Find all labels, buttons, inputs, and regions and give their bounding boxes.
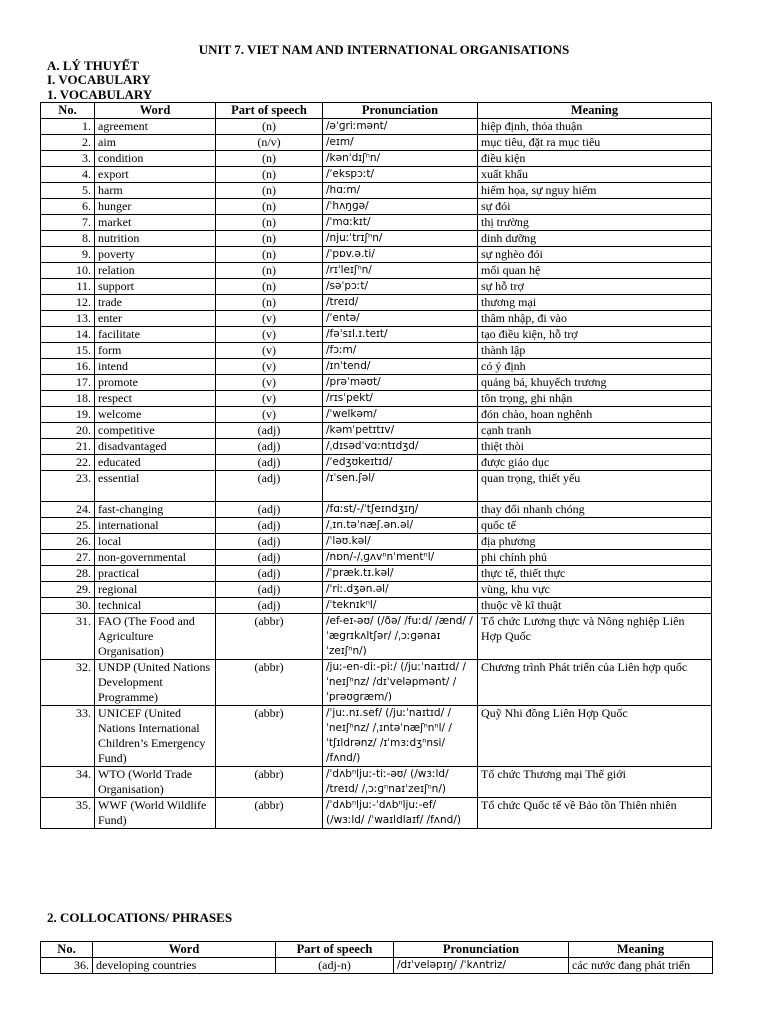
table-row: [41, 263, 712, 279]
word-cell: educated: [95, 455, 216, 471]
pronunciation-cell: /rɪsˈpekt/: [323, 391, 478, 407]
table-row: [41, 199, 712, 215]
pronunciation-cell: /ˈwelkəm/: [323, 407, 478, 423]
part-of-speech-cell: (adj): [216, 471, 323, 502]
pronunciation-cell: /eɪm/: [323, 135, 478, 151]
meaning-cell: sự hỗ trợ: [478, 279, 712, 295]
meaning-cell: có ý định: [478, 359, 712, 375]
header-no: No.: [41, 103, 95, 119]
word-cell: welcome: [95, 407, 216, 423]
meaning-cell: sự nghèo đói: [478, 247, 712, 263]
meaning-cell: xuất khẩu: [478, 167, 712, 183]
header-no: No.: [41, 942, 93, 958]
header-meaning: Meaning: [569, 942, 713, 958]
part-of-speech-cell: (adj): [216, 534, 323, 550]
meaning-cell: thực tế, thiết thực: [478, 566, 712, 582]
table-row: [41, 423, 712, 439]
row-number: 1.: [41, 119, 95, 135]
part-of-speech-cell: (abbr): [216, 767, 323, 798]
part-of-speech-cell: (v): [216, 311, 323, 327]
meaning-cell: thâm nhập, đi vào: [478, 311, 712, 327]
pronunciation-cell: /ˈləʊ.kəl/: [323, 534, 478, 550]
table-row: [41, 660, 712, 706]
meaning-cell: thuộc về kĩ thuật: [478, 598, 712, 614]
table-row: [41, 439, 712, 455]
row-number: 15.: [41, 343, 95, 359]
meaning-cell: hiệp định, thỏa thuận: [478, 119, 712, 135]
part-of-speech-cell: (adj): [216, 518, 323, 534]
pronunciation-cell: /dɪˈveləpɪŋ/ /ˈkʌntriz/: [394, 958, 569, 974]
pronunciation-cell: /ˈpræk.tɪ.kəl/: [323, 566, 478, 582]
row-number: 3.: [41, 151, 95, 167]
part-of-speech-cell: (n): [216, 215, 323, 231]
part-of-speech-cell: (adj): [216, 423, 323, 439]
table-row: [41, 343, 712, 359]
header-part-of-speech: Part of speech: [276, 942, 394, 958]
meaning-cell: tạo điều kiện, hỗ trợ: [478, 327, 712, 343]
word-cell: promote: [95, 375, 216, 391]
row-number: 22.: [41, 455, 95, 471]
part-of-speech-cell: (adj): [216, 455, 323, 471]
pronunciation-cell: /fəˈsɪl.ɪ.teɪt/: [323, 327, 478, 343]
table-row: [41, 135, 712, 151]
part-of-speech-cell: (n): [216, 295, 323, 311]
pronunciation-cell: /ˈdʌbⁿljuː-tiː-əʊ/ (/wɜːld/ /treɪd/ /ˌɔːɡⁿnaɪˈzeɪʃⁿn/): [323, 767, 478, 798]
word-cell: regional: [95, 582, 216, 598]
word-cell: poverty: [95, 247, 216, 263]
part-of-speech-cell: (v): [216, 391, 323, 407]
table-row: [41, 247, 712, 263]
pronunciation-cell: /ˈriː.dʒən.əl/: [323, 582, 478, 598]
row-number: 11.: [41, 279, 95, 295]
table-row: [41, 518, 712, 534]
table-row: [41, 614, 712, 660]
part-of-speech-cell: (n): [216, 247, 323, 263]
meaning-cell: Tổ chức Quốc tế về Bảo tồn Thiên nhiên: [478, 798, 712, 829]
row-number: 25.: [41, 518, 95, 534]
row-number: 32.: [41, 660, 95, 706]
part-of-speech-cell: (n/v): [216, 135, 323, 151]
meaning-cell: được giáo dục: [478, 455, 712, 471]
row-number: 27.: [41, 550, 95, 566]
table-row: [41, 958, 713, 974]
meaning-cell: các nước đang phát triển: [569, 958, 713, 974]
row-number: 18.: [41, 391, 95, 407]
row-number: 29.: [41, 582, 95, 598]
meaning-cell: Tổ chức Lương thực và Nông nghiệp Liên Hợp Quốc: [478, 614, 712, 660]
meaning-cell: Quỹ Nhi đồng Liên Hợp Quốc: [478, 706, 712, 767]
header-part-of-speech: Part of speech: [216, 103, 323, 119]
table-row: [41, 407, 712, 423]
meaning-cell: phi chính phủ: [478, 550, 712, 566]
pronunciation-cell: /prəˈməʊt/: [323, 375, 478, 391]
table-row: [41, 327, 712, 343]
pronunciation-cell: /ˈedʒʊkeɪtɪd/: [323, 455, 478, 471]
row-number: 31.: [41, 614, 95, 660]
row-number: 7.: [41, 215, 95, 231]
row-number: 23.: [41, 471, 95, 502]
word-cell: essential: [95, 471, 216, 502]
pronunciation-cell: /ˈdʌbⁿljuː-ˈdʌbⁿljuː-ef/ (/wɜːld/ /ˈwaɪldlaɪf/ /fʌnd/): [323, 798, 478, 829]
word-cell: FAO (The Food and Agriculture Organisation): [95, 614, 216, 660]
word-cell: UNICEF (United Nations International Children’s Emergency Fund): [95, 706, 216, 767]
meaning-cell: mối quan hệ: [478, 263, 712, 279]
row-number: 28.: [41, 566, 95, 582]
table-row: [41, 231, 712, 247]
part-of-speech-cell: (adj): [216, 502, 323, 518]
word-cell: disadvantaged: [95, 439, 216, 455]
table-row: [41, 706, 712, 767]
row-number: 12.: [41, 295, 95, 311]
pronunciation-cell: /ˌɪn.təˈnæʃ.ən.əl/: [323, 518, 478, 534]
row-number: 6.: [41, 199, 95, 215]
part-of-speech-cell: (adj): [216, 598, 323, 614]
row-number: 2.: [41, 135, 95, 151]
pronunciation-cell: /əˈɡriːmənt/: [323, 119, 478, 135]
table-row: [41, 767, 712, 798]
word-cell: WWF (World Wildlife Fund): [95, 798, 216, 829]
word-cell: fast-changing: [95, 502, 216, 518]
part-of-speech-cell: (n): [216, 167, 323, 183]
meaning-cell: Tổ chức Thương mại Thế giới: [478, 767, 712, 798]
table-row: [41, 311, 712, 327]
meaning-cell: quốc tế: [478, 518, 712, 534]
part-of-speech-cell: (v): [216, 343, 323, 359]
section-2-heading: 2. COLLOCATIONS/ PHRASES: [47, 910, 233, 925]
table-row: [41, 598, 712, 614]
table-row: [41, 471, 712, 502]
meaning-cell: thương mại: [478, 295, 712, 311]
meaning-cell: Chương trình Phát triển của Liên hợp quốc: [478, 660, 712, 706]
row-number: 5.: [41, 183, 95, 199]
part-of-speech-cell: (v): [216, 407, 323, 423]
part-of-speech-cell: (abbr): [216, 706, 323, 767]
row-number: 19.: [41, 407, 95, 423]
row-number: 36.: [41, 958, 93, 974]
part-of-speech-cell: (abbr): [216, 614, 323, 660]
row-number: 10.: [41, 263, 95, 279]
part-of-speech-cell: (v): [216, 359, 323, 375]
part-of-speech-cell: (v): [216, 375, 323, 391]
pronunciation-cell: /ɪnˈtend/: [323, 359, 478, 375]
row-number: 14.: [41, 327, 95, 343]
pronunciation-cell: /fɔːm/: [323, 343, 478, 359]
pronunciation-cell: /ˈmɑːkɪt/: [323, 215, 478, 231]
part-of-speech-cell: (adj): [216, 550, 323, 566]
meaning-cell: thành lập: [478, 343, 712, 359]
table-row: [41, 502, 712, 518]
word-cell: practical: [95, 566, 216, 582]
table-row: [41, 455, 712, 471]
row-number: 34.: [41, 767, 95, 798]
meaning-cell: điều kiện: [478, 151, 712, 167]
meaning-cell: hiểm họa, sự nguy hiểm: [478, 183, 712, 199]
meaning-cell: thay đổi nhanh chóng: [478, 502, 712, 518]
pronunciation-cell: /ˈpɒv.ə.ti/: [323, 247, 478, 263]
word-cell: aim: [95, 135, 216, 151]
vocabulary-table: [40, 102, 712, 829]
part-of-speech-cell: (n): [216, 279, 323, 295]
meaning-cell: quan trọng, thiết yếu: [478, 471, 712, 502]
row-number: 8.: [41, 231, 95, 247]
table-row: [41, 295, 712, 311]
row-number: 9.: [41, 247, 95, 263]
meaning-cell: sự đói: [478, 199, 712, 215]
table-row: [41, 215, 712, 231]
meaning-cell: mục tiêu, đặt ra mục tiêu: [478, 135, 712, 151]
pronunciation-cell: /nɒn/-/ˌɡʌvⁿnˈmentⁿl/: [323, 550, 478, 566]
unit-title: UNIT 7. VIET NAM AND INTERNATIONAL ORGANISATIONS: [198, 42, 570, 57]
pronunciation-cell: /ɪˈsen.ʃəl/: [323, 471, 478, 502]
pronunciation-cell: /ˈjuː.nɪ.sef/ (/juːˈnaɪtɪd/ /ˈneɪʃⁿnz/ /ˌɪntəˈnæʃⁿnⁿl/ /ˈtʃɪldrənz/ /ɪˈmɜːdʒⁿnsi/ /fʌnd/): [323, 706, 478, 767]
pronunciation-cell: /treɪd/: [323, 295, 478, 311]
word-cell: support: [95, 279, 216, 295]
part-of-speech-cell: (n): [216, 183, 323, 199]
pronunciation-cell: /səˈpɔːt/: [323, 279, 478, 295]
pronunciation-cell: /fɑːst/-/ˈtʃeɪndʒɪŋ/: [323, 502, 478, 518]
pronunciation-cell: /ˈekspɔːt/: [323, 167, 478, 183]
meaning-cell: đón chào, hoan nghênh: [478, 407, 712, 423]
row-number: 35.: [41, 798, 95, 829]
row-number: 21.: [41, 439, 95, 455]
pronunciation-cell: /hɑːm/: [323, 183, 478, 199]
pronunciation-cell: /ˌdɪsədˈvɑːntɪdʒd/: [323, 439, 478, 455]
part-of-speech-cell: (n): [216, 119, 323, 135]
table-row: [41, 582, 712, 598]
table-row: [41, 550, 712, 566]
header-word: Word: [93, 942, 276, 958]
row-number: 16.: [41, 359, 95, 375]
section-1-heading: 1. VOCABULARY: [47, 87, 153, 102]
row-number: 30.: [41, 598, 95, 614]
part-of-speech-cell: (abbr): [216, 798, 323, 829]
meaning-cell: địa phương: [478, 534, 712, 550]
pronunciation-cell: /njuːˈtrɪʃⁿn/: [323, 231, 478, 247]
table-row: [41, 183, 712, 199]
row-number: 24.: [41, 502, 95, 518]
row-number: 20.: [41, 423, 95, 439]
header-word: Word: [95, 103, 216, 119]
pronunciation-cell: /ˈentə/: [323, 311, 478, 327]
section-a-heading: A. LÝ THUYẾT: [47, 58, 139, 73]
word-cell: harm: [95, 183, 216, 199]
table-row: [41, 566, 712, 582]
header-pronunciation: Pronunciation: [323, 103, 478, 119]
word-cell: trade: [95, 295, 216, 311]
part-of-speech-cell: (adj): [216, 582, 323, 598]
word-cell: developing countries: [93, 958, 276, 974]
row-number: 4.: [41, 167, 95, 183]
word-cell: technical: [95, 598, 216, 614]
word-cell: market: [95, 215, 216, 231]
table-row: [41, 798, 712, 829]
table-row: [41, 359, 712, 375]
table-row: [41, 119, 712, 135]
pronunciation-cell: /juː-en-diː-piː/ (/juːˈnaɪtɪd/ /ˈneɪʃⁿnz/ /dɪˈveləpmənt/ /ˈprəʊɡræm/): [323, 660, 478, 706]
word-cell: condition: [95, 151, 216, 167]
pronunciation-cell: /rɪˈleɪʃⁿn/: [323, 263, 478, 279]
row-number: 33.: [41, 706, 95, 767]
word-cell: competitive: [95, 423, 216, 439]
table-row: [41, 167, 712, 183]
meaning-cell: quảng bá, khuyếch trương: [478, 375, 712, 391]
word-cell: intend: [95, 359, 216, 375]
meaning-cell: thiệt thòi: [478, 439, 712, 455]
word-cell: UNDP (United Nations Development Programme): [95, 660, 216, 706]
pronunciation-cell: /ˈhʌŋɡə/: [323, 199, 478, 215]
pronunciation-cell: /ˈteknɪkⁿl/: [323, 598, 478, 614]
word-cell: export: [95, 167, 216, 183]
vocabulary-header-row: [41, 103, 712, 119]
word-cell: non-governmental: [95, 550, 216, 566]
word-cell: international: [95, 518, 216, 534]
collocations-table: [40, 941, 713, 974]
pronunciation-cell: /kənˈdɪʃⁿn/: [323, 151, 478, 167]
word-cell: facilitate: [95, 327, 216, 343]
row-number: 26.: [41, 534, 95, 550]
meaning-cell: cạnh tranh: [478, 423, 712, 439]
part-of-speech-cell: (n): [216, 263, 323, 279]
table-row: [41, 375, 712, 391]
table-row: [41, 391, 712, 407]
header-pronunciation: Pronunciation: [394, 942, 569, 958]
collocations-header-row: [41, 942, 713, 958]
table-row: [41, 151, 712, 167]
table-row: [41, 279, 712, 295]
section-i-heading: I. VOCABULARY: [47, 72, 151, 87]
part-of-speech-cell: (adj-n): [276, 958, 394, 974]
word-cell: respect: [95, 391, 216, 407]
row-number: 13.: [41, 311, 95, 327]
meaning-cell: vùng, khu vực: [478, 582, 712, 598]
part-of-speech-cell: (n): [216, 199, 323, 215]
part-of-speech-cell: (n): [216, 231, 323, 247]
word-cell: WTO (World Trade Organisation): [95, 767, 216, 798]
pronunciation-cell: /ef-eɪ-əʊ/ (/ðə/ /fuːd/ /ænd/ /ˈæɡrɪkʌltʃər/ /ˌɔːɡənaɪˈzeɪʃⁿn/): [323, 614, 478, 660]
part-of-speech-cell: (n): [216, 151, 323, 167]
meaning-cell: thị trường: [478, 215, 712, 231]
word-cell: form: [95, 343, 216, 359]
header-meaning: Meaning: [478, 103, 712, 119]
word-cell: local: [95, 534, 216, 550]
part-of-speech-cell: (adj): [216, 439, 323, 455]
word-cell: nutrition: [95, 231, 216, 247]
part-of-speech-cell: (adj): [216, 566, 323, 582]
word-cell: agreement: [95, 119, 216, 135]
part-of-speech-cell: (abbr): [216, 660, 323, 706]
meaning-cell: tôn trọng, ghi nhận: [478, 391, 712, 407]
table-row: [41, 534, 712, 550]
part-of-speech-cell: (v): [216, 327, 323, 343]
word-cell: relation: [95, 263, 216, 279]
meaning-cell: dinh dưỡng: [478, 231, 712, 247]
row-number: 17.: [41, 375, 95, 391]
pronunciation-cell: /kəmˈpetɪtɪv/: [323, 423, 478, 439]
word-cell: hunger: [95, 199, 216, 215]
word-cell: enter: [95, 311, 216, 327]
